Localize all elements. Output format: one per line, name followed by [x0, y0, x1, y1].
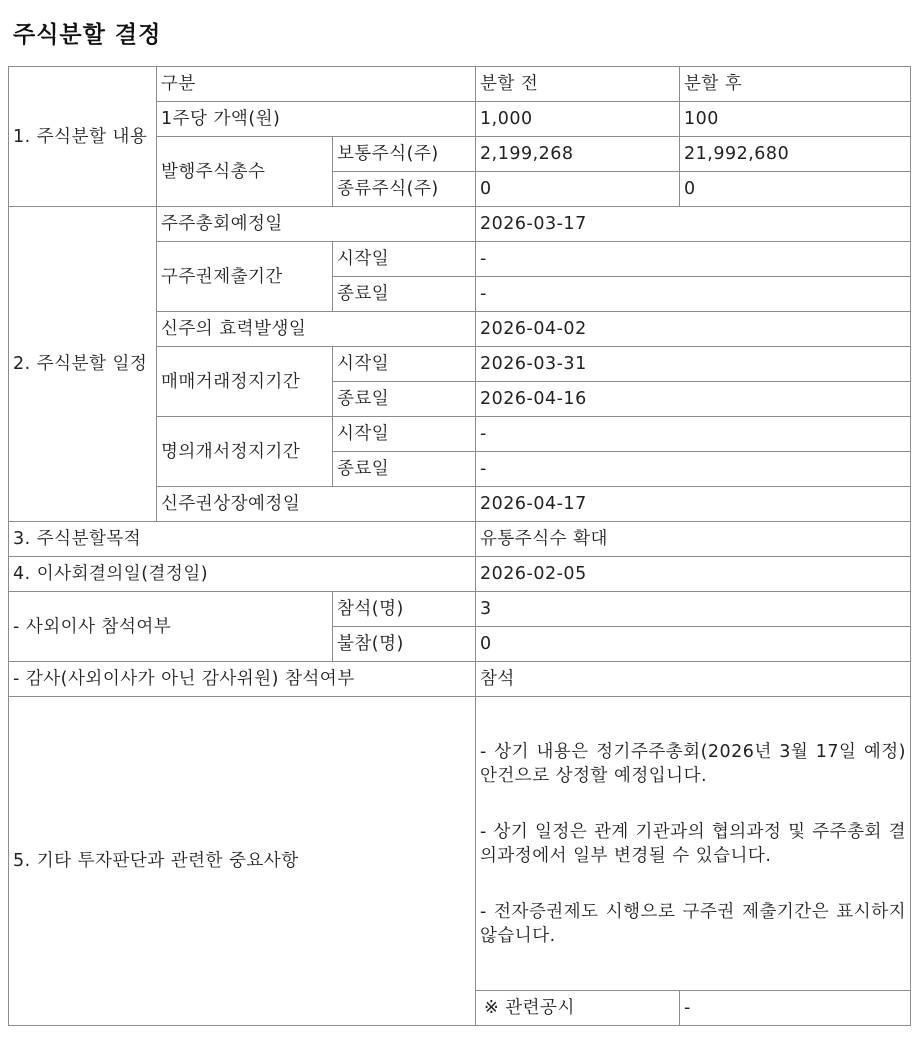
section1-label: 1. 주식분할 내용	[9, 67, 157, 207]
cert-submit-end-value: -	[476, 277, 911, 312]
transfer-halt-start-label: 시작일	[333, 417, 476, 452]
section2-label: 2. 주식분할 일정	[9, 207, 157, 522]
preferred-shares-before: 0	[476, 172, 680, 207]
transfer-halt-end-value: -	[476, 452, 911, 487]
table-row	[9, 697, 911, 991]
trading-halt-end-label: 종료일	[333, 382, 476, 417]
section4-value: 2026-02-05	[476, 557, 911, 592]
disclosure-table	[8, 66, 911, 1026]
table-row	[9, 207, 911, 242]
cert-submit-end-label: 종료일	[333, 277, 476, 312]
total-shares-label: 발행주식총수	[157, 137, 333, 207]
outside-directors-label: - 사외이사 참석여부	[9, 592, 333, 662]
related-disclosure-label: ※ 관련공시	[476, 991, 680, 1026]
cert-submit-start-value: -	[476, 242, 911, 277]
agm-date-label: 주주총회예정일	[157, 207, 476, 242]
listing-date-value: 2026-04-17	[476, 487, 911, 522]
section5-label: 5. 기타 투자판단과 관련한 중요사항	[9, 697, 476, 1026]
table-row	[9, 662, 911, 697]
common-shares-before: 2,199,268	[476, 137, 680, 172]
preferred-shares-after: 0	[680, 172, 911, 207]
outside-absent-label: 불참(명)	[333, 627, 476, 662]
section4-label: 4. 이사회결의일(결정일)	[9, 557, 476, 592]
header-after: 분할 후	[680, 67, 911, 102]
common-shares-after: 21,992,680	[680, 137, 911, 172]
header-before: 분할 전	[476, 67, 680, 102]
par-value-before: 1,000	[476, 102, 680, 137]
outside-present-label: 참석(명)	[333, 592, 476, 627]
trading-halt-start-value: 2026-03-31	[476, 347, 911, 382]
section3-value: 유통주식수 확대	[476, 522, 911, 557]
table-row	[9, 67, 911, 102]
effective-date-value: 2026-04-02	[476, 312, 911, 347]
section5-notes	[476, 697, 911, 991]
transfer-halt-end-label: 종료일	[333, 452, 476, 487]
header-category: 구분	[157, 67, 476, 102]
common-shares-label: 보통주식(주)	[333, 137, 476, 172]
note-item: - 상기 내용은 정기주주총회(2026년 3월 17일 예정) 안건으로 상정할 예정입니다.	[480, 741, 906, 786]
trading-halt-label: 매매거래정지기간	[157, 347, 333, 417]
cert-submit-label: 구주권제출기간	[157, 242, 333, 312]
trading-halt-end-value: 2026-04-16	[476, 382, 911, 417]
agm-date-value: 2026-03-17	[476, 207, 911, 242]
auditor-label: - 감사(사외이사가 아닌 감사위원) 참석여부	[9, 662, 476, 697]
cert-submit-start-label: 시작일	[333, 242, 476, 277]
par-value-after: 100	[680, 102, 911, 137]
note-item: - 상기 일정은 관계 기관과의 협의과정 및 주주총회 결의과정에서 일부 변경될 수 있습니다.	[480, 821, 906, 866]
page-title: 주식분할 결정	[13, 22, 162, 48]
par-value-label: 1주당 가액(원)	[157, 102, 476, 137]
table-row	[9, 522, 911, 557]
table-row	[9, 592, 911, 627]
related-disclosure-value: -	[680, 991, 911, 1026]
preferred-shares-label: 종류주식(주)	[333, 172, 476, 207]
effective-date-label: 신주의 효력발생일	[157, 312, 476, 347]
outside-present-value: 3	[476, 592, 911, 627]
listing-date-label: 신주권상장예정일	[157, 487, 476, 522]
auditor-value: 참석	[476, 662, 911, 697]
table-row	[9, 557, 911, 592]
note-item: - 전자증권제도 시행으로 구주권 제출기간은 표시하지 않습니다.	[480, 901, 906, 946]
transfer-halt-label: 명의개서정지기간	[157, 417, 333, 487]
outside-absent-value: 0	[476, 627, 911, 662]
transfer-halt-start-value: -	[476, 417, 911, 452]
section3-label: 3. 주식분할목적	[9, 522, 476, 557]
trading-halt-start-label: 시작일	[333, 347, 476, 382]
